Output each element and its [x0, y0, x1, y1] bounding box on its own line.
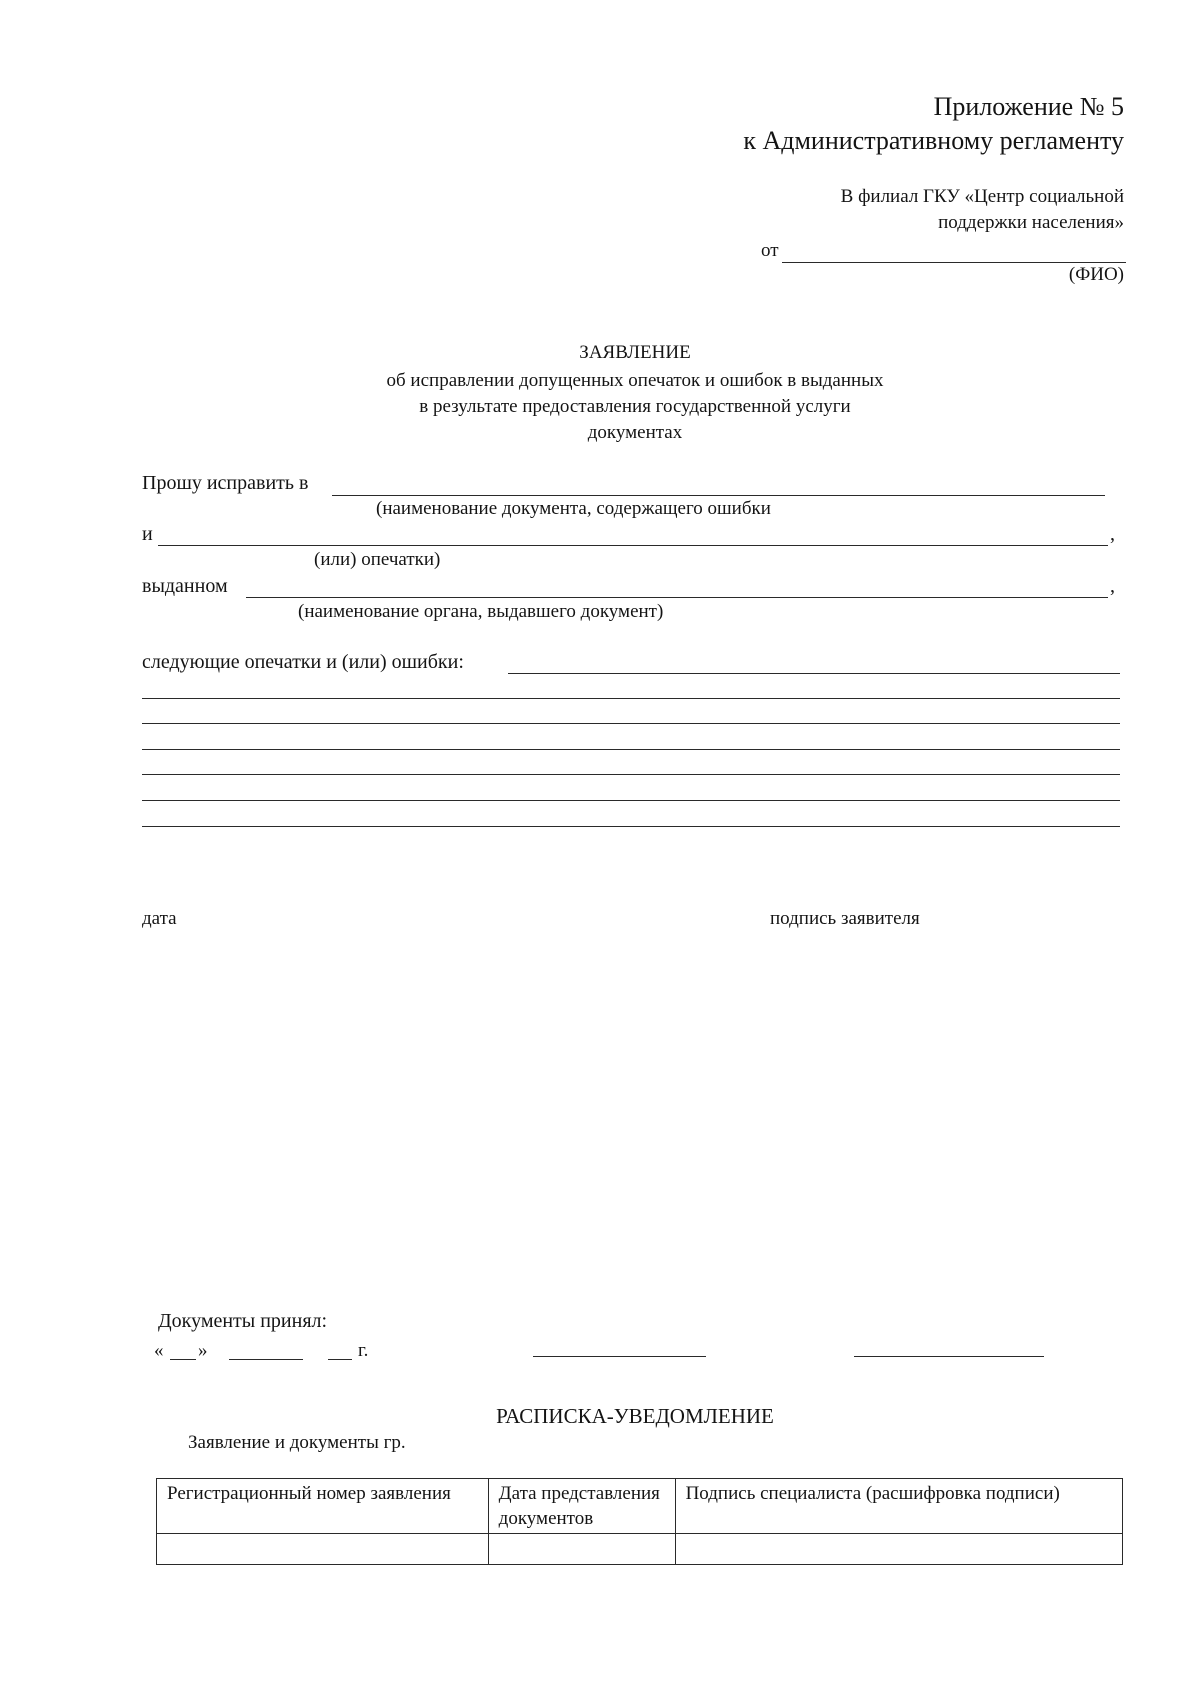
issuing-body-comma: ,	[1110, 575, 1115, 597]
document-title: ЗАЯВЛЕНИЕ	[579, 342, 691, 363]
receipt-subtitle: Заявление и документы гр.	[188, 1432, 406, 1453]
date-label: дата	[142, 908, 177, 929]
errors-field-line-4[interactable]	[142, 749, 1120, 750]
registration-number-cell[interactable]	[157, 1534, 489, 1565]
errors-field-line-3[interactable]	[142, 723, 1120, 724]
fio-field-line[interactable]	[782, 262, 1126, 263]
documents-accepted-label: Документы принял:	[158, 1310, 328, 1332]
fio-caption: (ФИО)	[1068, 264, 1124, 285]
errors-field-line-5[interactable]	[142, 774, 1120, 775]
errors-field-line-6[interactable]	[142, 800, 1120, 801]
applicant-signature-label: подпись заявителя	[770, 908, 920, 929]
addressee-line-1: В филиал ГКУ «Центр социальной	[840, 186, 1124, 207]
document-subtitle-line-1: об исправлении допущенных опечаток и ошибок в выданных	[386, 370, 884, 391]
receipt-title: РАСПИСКА-УВЕДОМЛЕНИЕ	[496, 1404, 774, 1428]
from-label: от	[761, 240, 779, 261]
typo-field-comma: ,	[1110, 523, 1115, 545]
errors-field-line-7[interactable]	[142, 826, 1120, 827]
typo-caption: (или) опечатки)	[314, 549, 441, 570]
and-label: и	[142, 523, 153, 545]
submission-date-header: Дата представления документов	[488, 1479, 675, 1534]
issuing-body-field-line[interactable]	[246, 597, 1108, 598]
submission-date-cell[interactable]	[488, 1534, 675, 1565]
registration-number-header: Регистрационный номер заявления	[157, 1479, 489, 1534]
document-subtitle-line-2: в результате предоставления государственной услуги	[419, 396, 851, 417]
receipt-header-row	[157, 1479, 1123, 1534]
issuing-body-caption: (наименование органа, выдавшего документ)	[298, 601, 664, 622]
issued-by-label: выданном	[142, 575, 228, 597]
fix-request-label: Прошу исправить в	[142, 472, 309, 494]
year-field-line[interactable]	[328, 1359, 352, 1360]
annex-number: Приложение № 5	[933, 92, 1124, 121]
errors-field-line-2[interactable]	[142, 698, 1120, 699]
accepted-name-line[interactable]	[854, 1356, 1044, 1357]
receipt-table	[156, 1478, 1123, 1565]
specialist-signature-header: Подпись специалиста (расшифровка подписи)	[675, 1479, 1122, 1534]
document-name-caption: (наименование документа, содержащего ошибки	[376, 498, 771, 519]
day-field-line[interactable]	[170, 1359, 196, 1360]
month-field-line[interactable]	[229, 1359, 303, 1360]
accepted-signature-line[interactable]	[533, 1356, 706, 1357]
annex-regulation: к Административному регламенту	[743, 126, 1124, 155]
document-subtitle-line-3: документах	[587, 422, 683, 443]
day-quote-open: «	[154, 1340, 164, 1361]
specialist-signature-cell[interactable]	[675, 1534, 1122, 1565]
receipt-data-row	[157, 1534, 1123, 1565]
typo-field-line[interactable]	[158, 545, 1108, 546]
year-suffix: г.	[358, 1340, 369, 1361]
document-name-field-line[interactable]	[332, 495, 1105, 496]
errors-field-line-1[interactable]	[508, 673, 1120, 674]
addressee-line-2: поддержки населения»	[938, 212, 1124, 233]
errors-label: следующие опечатки и (или) ошибки:	[142, 651, 464, 673]
day-quote-close: »	[198, 1340, 208, 1361]
